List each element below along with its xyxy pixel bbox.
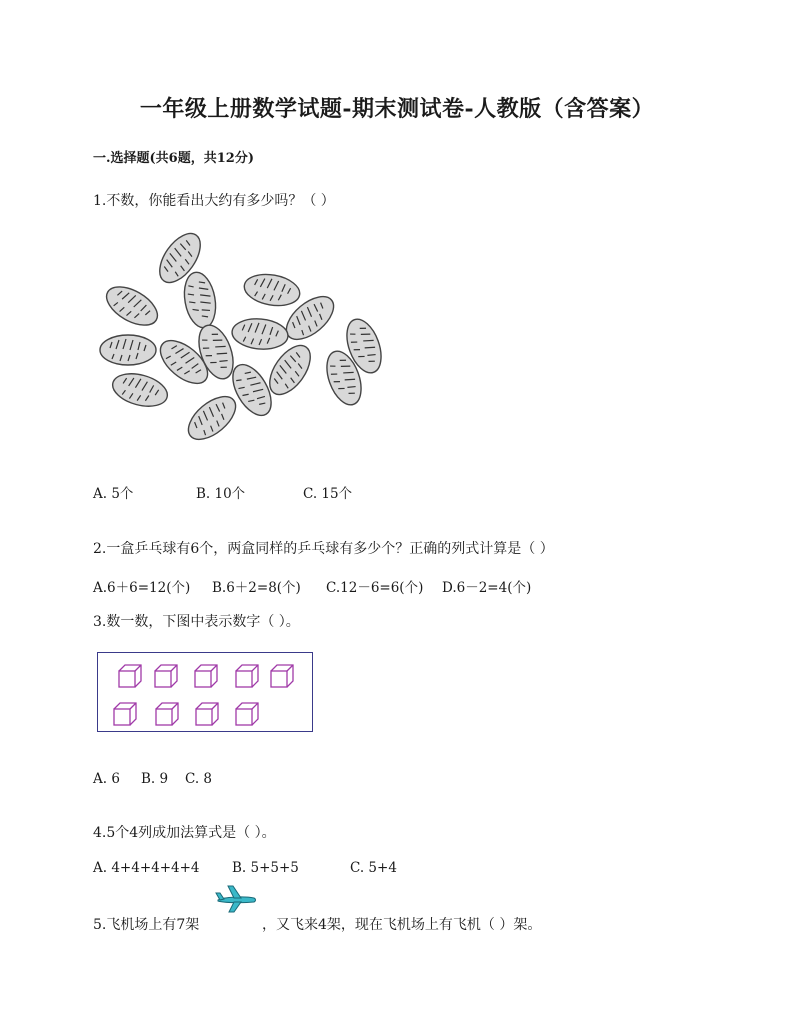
cube-icon — [114, 703, 136, 725]
cube-icon — [195, 665, 217, 687]
question-1-option-c[interactable]: C. 15个 — [303, 486, 353, 502]
airplane-icon — [214, 884, 258, 914]
question-1-option-a[interactable]: A. 5个 — [93, 486, 134, 502]
cube-icon — [271, 665, 293, 687]
question-2-option-a[interactable]: A.6＋6=12(个) — [93, 580, 191, 596]
cube-icon — [196, 703, 218, 725]
question-3-option-b[interactable]: B. 9 — [141, 771, 169, 787]
cube-icon — [156, 703, 178, 725]
question-4-option-c[interactable]: C. 5+4 — [350, 860, 397, 876]
cube-icon — [155, 665, 177, 687]
question-3-stem: 3.数一数，下图中表示数字（ ）。 — [93, 614, 300, 630]
question-2-option-b[interactable]: B.6＋2=8(个) — [212, 580, 301, 596]
question-2-option-c[interactable]: C.12－6=6(个) — [326, 580, 424, 596]
question-4-option-a[interactable]: A. 4+4+4+4+4 — [93, 860, 200, 876]
question-4-stem: 4.5个4列成加法算式是（ ）。 — [93, 825, 276, 841]
cube-icon — [236, 703, 258, 725]
question-2-option-d[interactable]: D.6－2=4(个) — [442, 580, 532, 596]
question-1-stem: 1.不数，你能看出大约有多少吗？（ ） — [93, 193, 335, 209]
section-heading: 一.选择题(共6题，共12分) — [93, 151, 254, 166]
question-2-stem: 2.一盒乒乓球有6个，两盒同样的乒乓球有多少个？正确的列式计算是（ ） — [93, 541, 554, 557]
question-4-option-b[interactable]: B. 5+5+5 — [232, 860, 299, 876]
question-5-stem-after: ，又飞来4架，现在飞机场上有飞机（ ）架。 — [262, 917, 542, 933]
page-title: 一年级上册数学试题-期末测试卷-人教版（含答案） — [139, 96, 655, 122]
question-5-stem-before: 5.飞机场上有7架 — [93, 917, 200, 933]
cube-frame — [97, 652, 313, 732]
question-1-option-b[interactable]: B. 10个 — [196, 486, 246, 502]
cube-icon — [119, 665, 141, 687]
question-3-option-c[interactable]: C. 8 — [185, 771, 213, 787]
question-3-option-a[interactable]: A. 6 — [93, 771, 120, 787]
cube-icon — [236, 665, 258, 687]
sweet-potato-illustration — [92, 228, 392, 448]
